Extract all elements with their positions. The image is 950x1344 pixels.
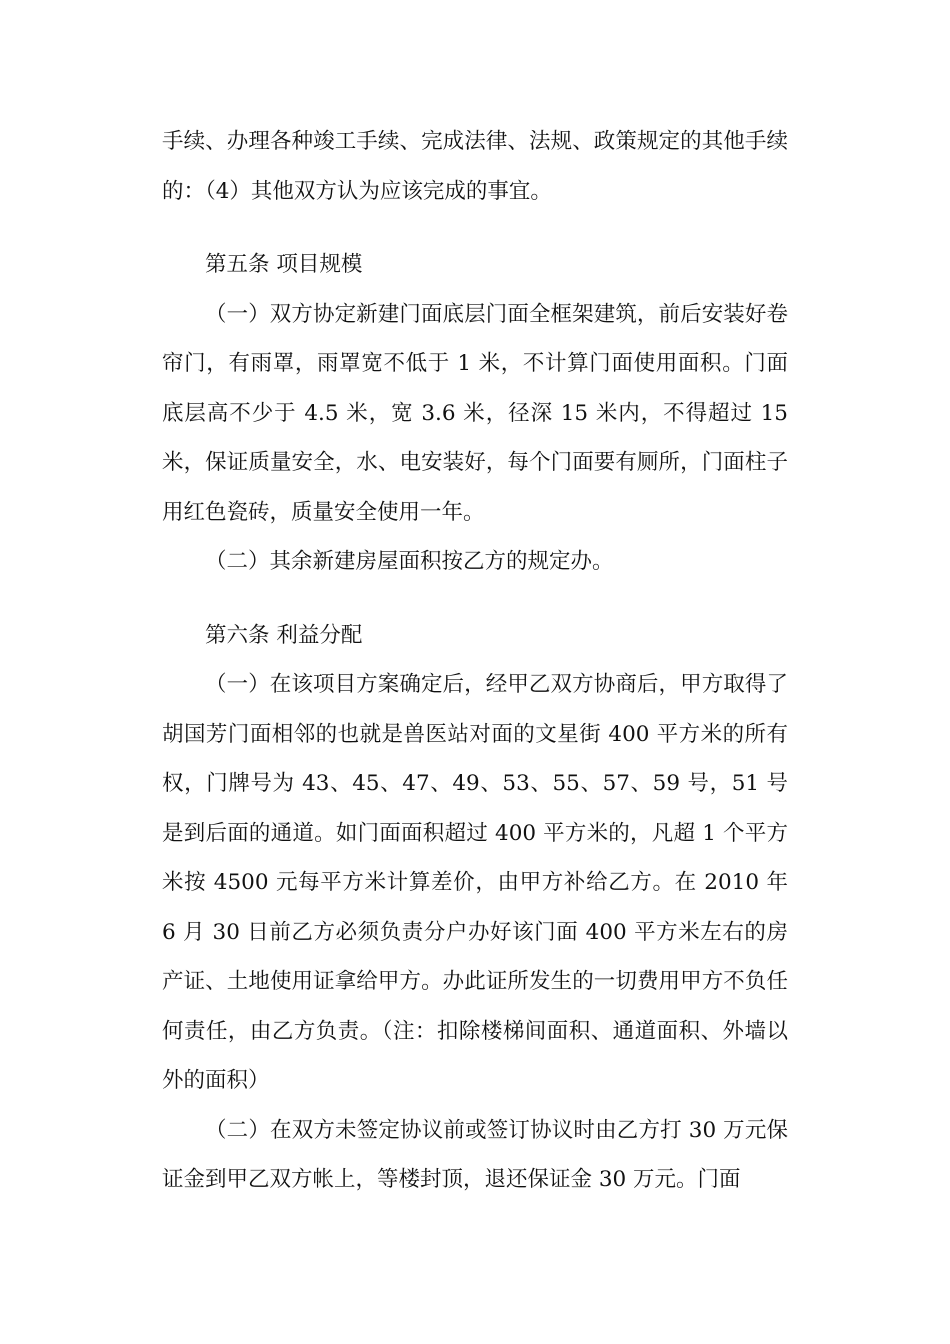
article-5-item-1: （一）双方协定新建门面底层门面全框架建筑，前后安装好卷帘门，有雨罩，雨罩宽不低于 1 米，不计算门面使用面积。门面底层高不少于 4.5 米，宽 3.6 米，径深 15 米内，不得超过 15 米，保证质量安全，水、电安装好，每个门面要有厕所，门面柱子用红色瓷砖，质量安全使用一年。 <box>162 301 788 525</box>
article-6-item-1: （一）在该项目方案确定后，经甲乙双方协商后，甲方取得了胡国芳门面相邻的也就是兽医站对面的文星街 400 平方米的所有权，门牌号为 43、45、47、49、53、55、57、59 号，51 号是到后面的通道。如门面面积超过 400 平方米的，凡超 1 个平方米按 4500 元每平方米计算差价，由甲方补给乙方。在 2010 年 6 月 30 日前乙方必须负责分户办好该门面 400 平方米左右的房产证、土地使用证拿给甲方。办此证所发生的一切费用甲方不负任何责任，由乙方负责。（注：扣除楼梯间面积、通道面积、外墙以外的面积） <box>162 672 788 1093</box>
article-5-item-2: （二）其余新建房屋面积按乙方的规定办。 <box>205 549 614 574</box>
article-5-heading: 第五条 项目规模 <box>205 252 363 277</box>
document-body <box>162 117 788 1205</box>
article-6-heading: 第六条 利益分配 <box>205 622 363 648</box>
article-6-item-2: （二）在双方未签定协议前或签订协议时由乙方打 30 万元保证金到甲乙双方帐上，等楼封顶，退还保证金 30 万元。门面 <box>162 1117 788 1192</box>
paragraph-continuation: 手续、办理各种竣工手续、完成法律、法规、政策规定的其他手续的：（4）其他双方认为应该完成的事宜。 <box>162 129 788 204</box>
